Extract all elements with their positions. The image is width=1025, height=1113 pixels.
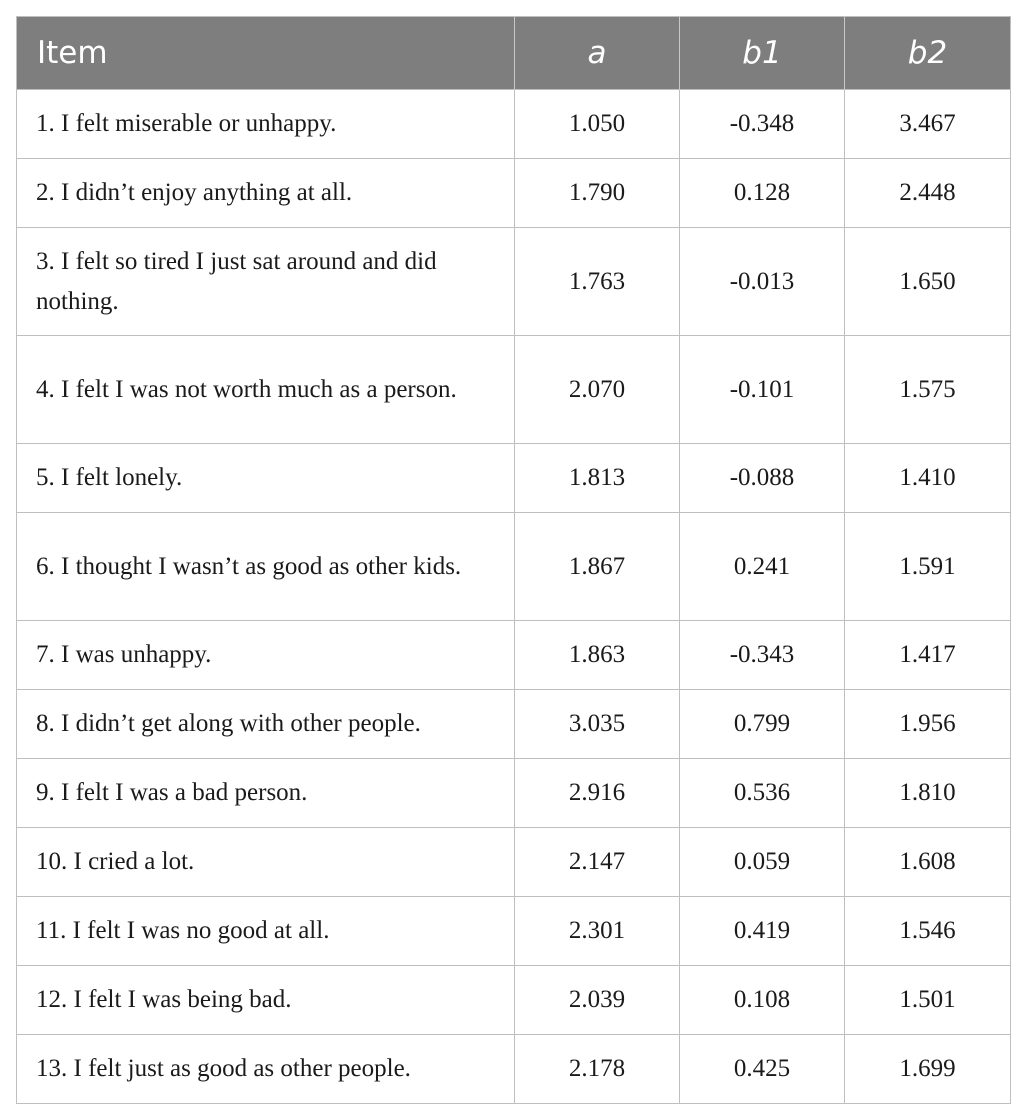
table-row — [17, 90, 1011, 159]
item-cell: 13. I felt just as good as other people. — [17, 1035, 515, 1104]
a-cell: 1.813 — [515, 444, 680, 513]
item-cell: 10. I cried a lot. — [17, 828, 515, 897]
item-cell: 1. I felt miserable or unhappy. — [17, 90, 515, 159]
table-body — [17, 90, 1011, 1104]
b2-cell: 2.448 — [845, 159, 1011, 228]
item-cell: 5. I felt lonely. — [17, 444, 515, 513]
item-cell: 9. I felt I was a bad person. — [17, 759, 515, 828]
table-row — [17, 828, 1011, 897]
a-cell: 1.867 — [515, 513, 680, 621]
b2-cell: 1.546 — [845, 897, 1011, 966]
table-row — [17, 759, 1011, 828]
b1-cell: -0.088 — [680, 444, 845, 513]
table-row — [17, 966, 1011, 1035]
table-row — [17, 228, 1011, 336]
header-item: Item — [17, 17, 515, 90]
header-b2: b2 — [845, 17, 1011, 90]
b2-cell: 1.608 — [845, 828, 1011, 897]
b2-cell: 3.467 — [845, 90, 1011, 159]
b2-cell: 1.591 — [845, 513, 1011, 621]
a-cell: 1.863 — [515, 621, 680, 690]
b2-cell: 1.956 — [845, 690, 1011, 759]
a-cell: 2.178 — [515, 1035, 680, 1104]
item-cell: 6. I thought I wasn’t as good as other kids. — [17, 513, 515, 621]
b1-cell: -0.343 — [680, 621, 845, 690]
table-row — [17, 897, 1011, 966]
table-row — [17, 513, 1011, 621]
b1-cell: 0.059 — [680, 828, 845, 897]
b1-cell: 0.419 — [680, 897, 845, 966]
item-cell: 3. I felt so tired I just sat around and did nothing. — [17, 228, 515, 336]
b2-cell: 1.650 — [845, 228, 1011, 336]
table-row — [17, 690, 1011, 759]
b1-cell: -0.101 — [680, 336, 845, 444]
table-row — [17, 159, 1011, 228]
b2-cell: 1.575 — [845, 336, 1011, 444]
b2-cell: 1.410 — [845, 444, 1011, 513]
item-cell: 2. I didn’t enjoy anything at all. — [17, 159, 515, 228]
b2-cell: 1.699 — [845, 1035, 1011, 1104]
b2-cell: 1.501 — [845, 966, 1011, 1035]
b1-cell: 0.108 — [680, 966, 845, 1035]
item-cell: 8. I didn’t get along with other people. — [17, 690, 515, 759]
a-cell: 1.790 — [515, 159, 680, 228]
a-cell: 2.070 — [515, 336, 680, 444]
a-cell: 2.301 — [515, 897, 680, 966]
b1-cell: 0.536 — [680, 759, 845, 828]
a-cell: 2.147 — [515, 828, 680, 897]
b2-cell: 1.810 — [845, 759, 1011, 828]
item-cell: 7. I was unhappy. — [17, 621, 515, 690]
b1-cell: -0.013 — [680, 228, 845, 336]
table-row — [17, 336, 1011, 444]
table-row — [17, 621, 1011, 690]
item-cell: 12. I felt I was being bad. — [17, 966, 515, 1035]
b1-cell: 0.128 — [680, 159, 845, 228]
a-cell: 2.916 — [515, 759, 680, 828]
table-header — [17, 17, 1011, 90]
b1-cell: 0.425 — [680, 1035, 845, 1104]
b2-cell: 1.417 — [845, 621, 1011, 690]
header-b1: b1 — [680, 17, 845, 90]
header-row — [17, 17, 1011, 90]
b1-cell: 0.799 — [680, 690, 845, 759]
b1-cell: 0.241 — [680, 513, 845, 621]
header-a: a — [515, 17, 680, 90]
table-row — [17, 1035, 1011, 1104]
b1-cell: -0.348 — [680, 90, 845, 159]
item-cell: 11. I felt I was no good at all. — [17, 897, 515, 966]
table-row — [17, 444, 1011, 513]
a-cell: 3.035 — [515, 690, 680, 759]
a-cell: 1.763 — [515, 228, 680, 336]
item-cell: 4. I felt I was not worth much as a person. — [17, 336, 515, 444]
a-cell: 1.050 — [515, 90, 680, 159]
item-parameters-table — [16, 16, 1011, 1104]
a-cell: 2.039 — [515, 966, 680, 1035]
